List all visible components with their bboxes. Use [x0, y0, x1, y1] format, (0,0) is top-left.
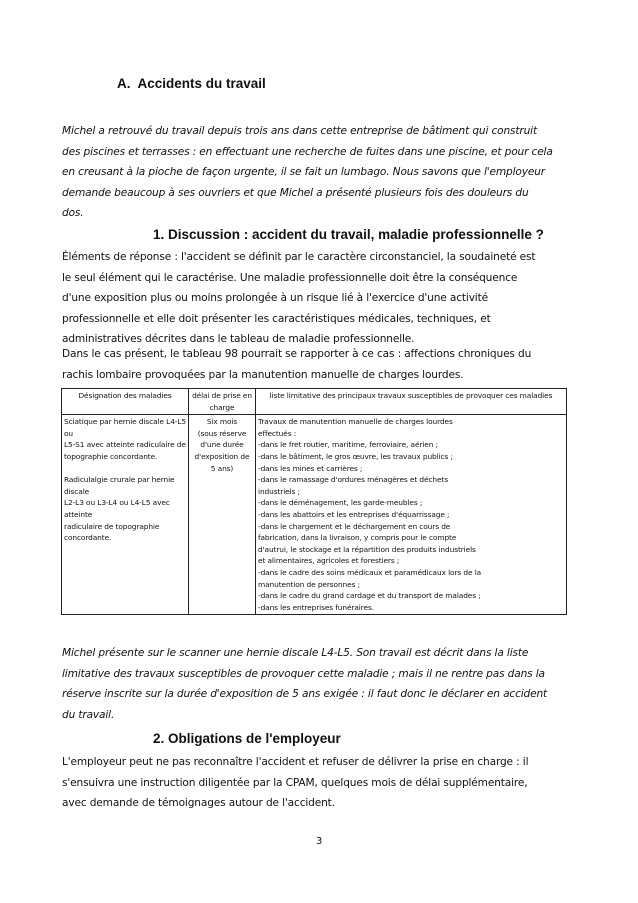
cell-line: d'autrui, le stockage et la répartition des produits industriels	[258, 544, 476, 554]
maladies-table	[61, 388, 567, 615]
cell-line: industriels ;	[258, 486, 300, 496]
cell-line: Six mois	[206, 417, 238, 427]
cell-spacer	[64, 463, 186, 475]
intro-line: demande beaucoup à ses ouvriers et que Michel a présenté plusieurs fois des douleurs du	[62, 186, 529, 199]
cell-line: et alimentaires, agricoles et forestiers ;	[258, 556, 400, 566]
obligations-paragraph	[62, 752, 570, 814]
cell-line: -dans le ramassage d'ordures ménagères et déchets	[258, 475, 448, 485]
conclusion-line: du travail.	[62, 708, 115, 721]
cell-line: -dans les entreprises funéraires.	[258, 602, 374, 612]
table-header-row	[62, 389, 567, 415]
heading-discussion: 1. Discussion : accident du travail, maladie professionnelle ?	[153, 227, 544, 242]
section-a-heading	[117, 76, 266, 91]
header-liste: liste limitative des principaux travaux susceptibles de provoquer ces maladies	[256, 389, 567, 415]
cell-line: Travaux de manutention manuelle de charges lourdes	[258, 417, 453, 427]
conclusion-paragraph	[62, 643, 570, 725]
page-number: 3	[316, 836, 323, 847]
cell-line: L5-S1 avec atteinte radiculaire de	[64, 440, 186, 450]
cell-line: 5 ans)	[210, 463, 234, 473]
cell-line: fabrication, dans la livraison, y compris pour le compte	[258, 533, 457, 543]
cell-designation	[62, 415, 189, 615]
cell-line: (sous réserve	[197, 428, 247, 438]
conclusion-line: Michel présente sur le scanner une hernie discale L4-L5. Son travail est décrit dans la liste	[62, 647, 529, 659]
cell-line: topographie concordante.	[64, 451, 158, 461]
cell-line: L2-L3 ou L3-L4 ou L4-L5 avec atteinte	[64, 498, 170, 519]
table-row	[62, 415, 567, 615]
cell-liste	[256, 415, 567, 615]
cell-line: concordante.	[64, 533, 112, 543]
conclusion-line: réserve inscrite sur la durée d'exposition de 5 ans exigée : il faut donc le déclarer en accident	[62, 688, 548, 700]
cell-line: -dans le fret routier, maritime, ferroviaire, aérien ;	[258, 440, 438, 450]
header-delai: délai de prise en charge	[189, 389, 256, 415]
cell-line: effectués :	[258, 428, 297, 438]
cell-delai	[189, 415, 256, 615]
cell-line: -dans le bâtiment, le gros œuvre, les travaux publics ;	[258, 451, 453, 461]
heading-obligations: 2. Obligations de l'employeur	[153, 731, 341, 746]
elements-line: d'une exposition plus ou moins prolongée à un risque lié à l'exercice d'une activité	[62, 292, 488, 304]
intro-paragraph	[62, 121, 570, 224]
cell-line: -dans les mines et carrières ;	[258, 463, 363, 473]
cell-line: Sciatique par hernie discale L4-L5 ou	[64, 417, 186, 438]
elements-line: Éléments de réponse : l'accident se définit par le caractère circonstanciel, la soudaineté est	[62, 251, 536, 263]
intro-line: Michel a retrouvé du travail depuis trois ans dans cette entreprise de bâtiment qui construit	[62, 125, 537, 137]
cell-line: -dans le cadre du grand cardage et du transport de malades ;	[258, 591, 481, 601]
section-a-letter: A.	[117, 76, 131, 91]
obligations-line: s'ensuivra une instruction diligentée par la CPAM, quelques mois de délai supplémentaire,	[62, 776, 528, 789]
cell-line: radiculaire de topographie	[64, 521, 160, 531]
elements-line: le seul élément qui le caractérise. Une maladie professionnelle doit être la conséquence	[62, 271, 518, 284]
elements-paragraph	[62, 247, 570, 350]
cell-line: d'exposition de	[194, 451, 250, 461]
obligations-line: avec demande de témoignages autour de l'accident.	[62, 797, 335, 809]
intro-line: dos.	[62, 207, 84, 219]
tableau-line: Dans le cas présent, le tableau 98 pourrait se rapporter à ce cas : affections chroniques du	[62, 348, 532, 360]
intro-line: des piscines et terrasses : en effectuant une recherche de fuites dans une piscine, et pour cela	[62, 145, 553, 158]
header-designation: Désignation des maladies	[62, 389, 189, 415]
intro-line: en creusant à la pioche de façon urgente, il se fait un lumbago. Nous savons que l'employeur	[62, 166, 546, 178]
cell-line: -dans le chargement et le déchargement en cours de	[258, 521, 451, 531]
section-a-title: Accidents du travail	[137, 76, 266, 91]
cell-line: manutention de personnes ;	[258, 579, 360, 589]
cell-line: d'une durée	[200, 440, 244, 450]
elements-line: administratives décrites dans le tableau de maladie professionnelle.	[62, 333, 415, 345]
cell-line: -dans les abattoirs et les entreprises d'équarrissage ;	[258, 509, 450, 519]
elements-line: professionnelle et elle doit présenter les caractéristiques médicales, techniques, et	[62, 312, 491, 325]
cell-line: -dans le déménagement, les garde-meubles ;	[258, 498, 423, 508]
cell-line: -dans le cadre des soins médicaux et paramédicaux lors de la	[258, 567, 482, 577]
conclusion-line: limitative des travaux susceptibles de provoquer cette maladie ; mais il ne rentre pas dans la	[62, 667, 545, 680]
tableau-paragraph	[62, 344, 570, 385]
cell-line: Radiculalgie crurale par hernie discale	[64, 475, 175, 496]
tableau-line: rachis lombaire provoquées par la manutention manuelle de charges lourdes.	[62, 368, 464, 381]
obligations-line: L'employeur peut ne pas reconnaître l'accident et refuser de délivrer la prise en charge : il	[62, 756, 529, 768]
